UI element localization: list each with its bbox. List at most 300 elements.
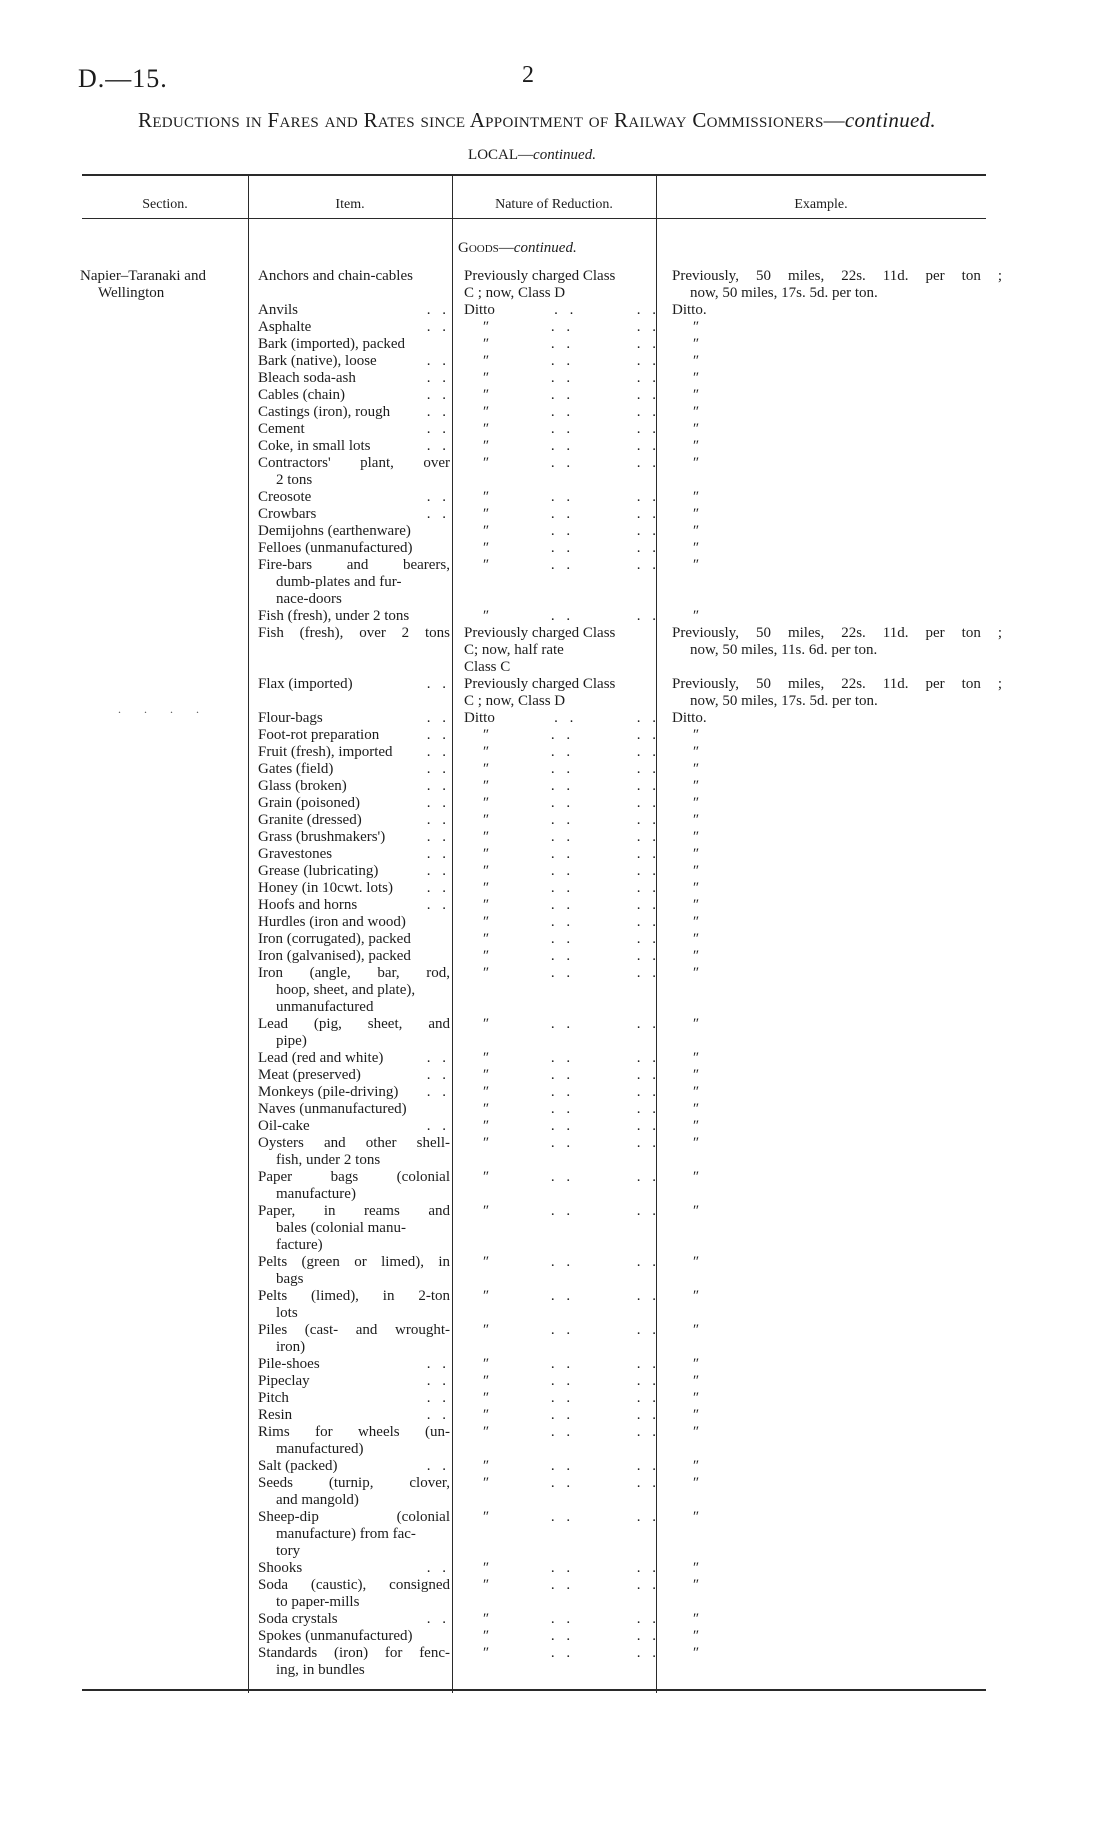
ditto-mark: ″ <box>692 1611 699 1627</box>
item-text: Crowbars <box>258 506 317 522</box>
item-cell <box>258 676 450 710</box>
item-text: Castings (iron), rough <box>258 404 391 420</box>
leader-dots: . . <box>550 489 575 505</box>
example-cell <box>672 387 1002 404</box>
ditto-mark: ″ <box>692 404 699 420</box>
nature-cell <box>464 812 660 829</box>
item-text: Coke, in small lots <box>258 438 371 454</box>
leader-dots: . . <box>636 1203 660 1219</box>
example-cell <box>672 1560 1002 1577</box>
item-cell <box>258 812 450 829</box>
example-cell <box>672 625 1002 676</box>
nature-line <box>464 455 660 472</box>
leader-dots: . . <box>550 761 575 777</box>
example-cell <box>672 523 1002 540</box>
item-text: Pile-shoes <box>258 1356 320 1372</box>
item-text: Flour-bags <box>258 710 323 726</box>
nature-cell <box>464 778 660 795</box>
nature-cell <box>464 1458 660 1475</box>
item-text-cont: 2 tons <box>276 472 313 488</box>
example-cell <box>672 1101 1002 1118</box>
ditto-mark: ″ <box>482 1356 489 1372</box>
item-cell <box>258 1135 450 1169</box>
item-line <box>258 506 450 523</box>
leader-dots: . . <box>636 778 660 794</box>
nature-text: Ditto <box>464 302 495 318</box>
nature-cell <box>464 404 660 421</box>
ditto-mark: ″ <box>482 1390 489 1406</box>
item-cell <box>258 523 450 540</box>
nature-cell <box>464 1169 660 1203</box>
example-cell <box>672 812 1002 829</box>
leader-dots: . . <box>550 948 575 964</box>
nature-cell <box>464 1611 660 1628</box>
nature-line <box>464 421 660 438</box>
leader-dots: . . <box>426 710 450 726</box>
example-cell <box>672 897 1002 914</box>
nature-line <box>464 880 660 897</box>
ditto-mark: ″ <box>692 370 699 386</box>
ditto-mark: ″ <box>482 846 489 862</box>
ditto-mark: ″ <box>692 319 699 335</box>
group-label-main: Goods— <box>458 240 514 256</box>
example-text: Ditto. <box>672 710 707 726</box>
leader-dots: . . <box>426 744 450 760</box>
nature-line <box>464 795 660 812</box>
nature-cell <box>464 914 660 931</box>
item-text: Monkeys (pile-driving) <box>258 1084 399 1100</box>
leader-dots: . . <box>550 387 575 403</box>
example-cell <box>672 829 1002 846</box>
leader-dots: . . <box>550 1390 575 1406</box>
item-text: Asphalte <box>258 319 312 335</box>
ditto-mark: ″ <box>482 829 489 845</box>
ditto-mark: ″ <box>482 1050 489 1066</box>
ditto-mark: ″ <box>482 931 489 947</box>
ditto-mark: ″ <box>482 880 489 896</box>
item-cell <box>258 557 450 608</box>
leader-dots: . . <box>426 676 450 692</box>
leader-dots: . . <box>636 1288 660 1304</box>
item-text: Seeds (turnip, clover, <box>258 1475 450 1491</box>
example-cell <box>672 1645 1002 1679</box>
item-text: Felloes (unmanufactured) <box>258 540 413 556</box>
leader-dots: . . <box>426 1611 450 1627</box>
example-cell <box>672 1118 1002 1135</box>
leader-dots: . . <box>636 761 660 777</box>
leader-dots: . . <box>550 506 575 522</box>
ditto-mark: ″ <box>692 1628 699 1644</box>
nature-line <box>464 727 660 744</box>
item-text: Grease (lubricating) <box>258 863 379 879</box>
item-cell <box>258 455 450 489</box>
nature-line <box>464 353 660 370</box>
item-text: Lead (red and white) <box>258 1050 384 1066</box>
page-identifier: D.—15. <box>78 64 168 93</box>
leader-dots: . . <box>550 608 575 624</box>
example-cell <box>672 1050 1002 1067</box>
nature-line <box>464 1390 660 1407</box>
item-line <box>258 1050 450 1067</box>
ditto-mark: ″ <box>692 1645 699 1661</box>
leader-dots: . . <box>550 370 575 386</box>
item-cell <box>258 625 450 676</box>
leader-dots: . . <box>636 1390 660 1406</box>
nature-line <box>464 1373 660 1390</box>
subtitle-tail: continued. <box>533 147 596 163</box>
item-line <box>258 710 450 727</box>
ditto-mark: ″ <box>482 965 489 981</box>
group-label <box>458 240 577 257</box>
item-text: Paper bags (colonial <box>258 1169 450 1185</box>
ditto-mark: ″ <box>692 1322 699 1338</box>
nature-cell <box>464 1475 660 1509</box>
nature-line <box>464 1356 660 1373</box>
item-text: Cables (chain) <box>258 387 346 403</box>
ditto-mark: ″ <box>692 795 699 811</box>
nature-cell <box>464 1135 660 1169</box>
ditto-mark: ″ <box>482 1458 489 1474</box>
ditto-mark: ″ <box>482 540 489 556</box>
nature-cell <box>464 1101 660 1118</box>
ditto-mark: ″ <box>692 353 699 369</box>
nature-line <box>464 608 660 625</box>
example-cell <box>672 1169 1002 1203</box>
item-cell <box>258 268 450 302</box>
ditto-mark: ″ <box>482 1169 489 1185</box>
item-cell <box>258 1390 450 1407</box>
item-text-cont: facture) <box>276 1237 323 1253</box>
leader-dots: . . <box>426 812 450 828</box>
ditto-mark: ″ <box>692 1203 699 1219</box>
leader-dots: . . <box>426 795 450 811</box>
stray-dots: . . . . <box>118 702 209 716</box>
leader-dots: . . <box>550 1322 575 1338</box>
nature-cell <box>464 676 660 710</box>
leader-dots: . . <box>636 336 660 352</box>
item-cell <box>258 897 450 914</box>
nature-cell <box>464 1067 660 1084</box>
leader-dots: . . <box>426 421 450 437</box>
leader-dots: . . <box>426 387 450 403</box>
example-cell <box>672 319 1002 336</box>
leader-dots: . . <box>636 523 660 539</box>
leader-dots: . . <box>550 795 575 811</box>
nature-line <box>464 1135 660 1152</box>
example-cell <box>672 931 1002 948</box>
nature-line <box>464 1084 660 1101</box>
ditto-mark: ″ <box>692 1475 699 1491</box>
nature-line <box>464 744 660 761</box>
ditto-mark: ″ <box>692 557 699 573</box>
leader-dots: . . <box>426 829 450 845</box>
leader-dots: . . <box>636 404 660 420</box>
leader-dots: . . <box>550 1084 575 1100</box>
leader-dots: . . <box>636 302 660 318</box>
nature-line <box>464 761 660 778</box>
ditto-mark: ″ <box>692 1101 699 1117</box>
nature-line <box>464 506 660 523</box>
ditto-mark: ″ <box>482 1135 489 1151</box>
leader-dots: . . <box>636 829 660 845</box>
example-cell <box>672 557 1002 608</box>
ditto-mark: ″ <box>482 1322 489 1338</box>
item-line <box>258 846 450 863</box>
example-cell <box>672 455 1002 489</box>
nature-text: C ; now, Class D <box>464 693 566 709</box>
item-cell <box>258 1084 450 1101</box>
nature-cell <box>464 387 660 404</box>
nature-text: C ; now, Class D <box>464 285 566 301</box>
page-title <box>0 108 1074 133</box>
ditto-mark: ″ <box>692 948 699 964</box>
nature-cell <box>464 353 660 370</box>
ditto-mark: ″ <box>692 1560 699 1576</box>
leader-dots: . . <box>636 1560 660 1576</box>
item-text: Piles (cast- and wrought- <box>258 1322 450 1338</box>
leader-dots: . . <box>550 1203 575 1219</box>
example-cell <box>672 676 1002 710</box>
item-line <box>258 761 450 778</box>
ditto-mark: ″ <box>482 948 489 964</box>
nature-line <box>464 931 660 948</box>
ditto-mark: ″ <box>692 438 699 454</box>
leader-dots: . . <box>426 1407 450 1423</box>
leader-dots: . . <box>550 1118 575 1134</box>
ditto-mark: ″ <box>482 489 489 505</box>
ditto-mark: ″ <box>482 812 489 828</box>
leader-dots: . . <box>636 1458 660 1474</box>
item-text: Resin <box>258 1407 293 1423</box>
ditto-mark: ″ <box>692 914 699 930</box>
leader-dots: . . <box>426 1050 450 1066</box>
item-cell <box>258 931 450 948</box>
example-cell <box>672 1611 1002 1628</box>
nature-cell <box>464 438 660 455</box>
example-cell <box>672 1424 1002 1458</box>
example-cell <box>672 863 1002 880</box>
leader-dots: . . <box>554 302 578 318</box>
leader-dots: . . <box>636 1577 660 1593</box>
ditto-mark: ″ <box>482 761 489 777</box>
ditto-mark: ″ <box>692 965 699 981</box>
ditto-mark: ″ <box>692 1118 699 1134</box>
leader-dots: . . <box>636 506 660 522</box>
nature-cell <box>464 897 660 914</box>
leader-dots: . . <box>426 370 450 386</box>
nature-cell <box>464 710 660 727</box>
leader-dots: . . <box>426 319 450 335</box>
item-text-cont: manufactured) <box>276 1441 364 1457</box>
item-text-cont: manufacture) from fac- <box>276 1526 416 1542</box>
leader-dots: . . <box>550 744 575 760</box>
ditto-mark: ″ <box>482 1016 489 1032</box>
nature-line <box>464 319 660 336</box>
item-text-cont: pipe) <box>276 1033 307 1049</box>
item-text: Oysters and other shell- <box>258 1135 450 1151</box>
ditto-mark: ″ <box>692 778 699 794</box>
item-line <box>258 489 450 506</box>
ditto-mark: ″ <box>692 540 699 556</box>
leader-dots: . . <box>426 1560 450 1576</box>
ditto-mark: ″ <box>482 744 489 760</box>
column-header-example: Example. <box>794 197 848 212</box>
ditto-mark: ″ <box>482 608 489 624</box>
item-line <box>258 404 450 421</box>
example-cell <box>672 727 1002 744</box>
example-cell <box>672 1390 1002 1407</box>
item-cell <box>258 744 450 761</box>
ditto-mark: ″ <box>482 1577 489 1593</box>
nature-cell <box>464 1016 660 1050</box>
leader-dots: . . <box>550 1101 575 1117</box>
item-text: Glass (broken) <box>258 778 347 794</box>
item-text: Sheep-dip (colonial <box>258 1509 450 1525</box>
example-cell <box>672 965 1002 1016</box>
leader-dots: . . <box>636 1118 660 1134</box>
item-cell <box>258 846 450 863</box>
nature-cell <box>464 795 660 812</box>
leader-dots: . . <box>636 353 660 369</box>
example-cell <box>672 608 1002 625</box>
example-cell <box>672 1356 1002 1373</box>
item-cell <box>258 404 450 421</box>
item-text-cont: iron) <box>276 1339 306 1355</box>
example-cell <box>672 1203 1002 1254</box>
example-cell <box>672 1288 1002 1322</box>
leader-dots: . . <box>550 1560 575 1576</box>
leader-dots: . . <box>636 1628 660 1644</box>
item-text: Pitch <box>258 1390 289 1406</box>
nature-cell <box>464 1509 660 1560</box>
item-line <box>258 438 450 455</box>
item-text: Soda crystals <box>258 1611 338 1627</box>
nature-cell <box>464 761 660 778</box>
leader-dots: . . <box>636 1050 660 1066</box>
item-line <box>258 1390 450 1407</box>
ditto-mark: ″ <box>692 336 699 352</box>
leader-dots: . . <box>636 1356 660 1372</box>
example-cell <box>672 1254 1002 1288</box>
item-cell <box>258 1322 450 1356</box>
leader-dots: . . <box>550 523 575 539</box>
nature-line <box>464 1645 660 1662</box>
leader-dots: . . <box>550 880 575 896</box>
ditto-mark: ″ <box>482 1084 489 1100</box>
example-cell <box>672 880 1002 897</box>
item-line <box>258 319 450 336</box>
example-cell <box>672 1509 1002 1560</box>
item-line <box>258 1084 450 1101</box>
ditto-mark: ″ <box>692 523 699 539</box>
nature-line <box>464 438 660 455</box>
nature-cell <box>464 625 660 676</box>
nature-line <box>464 540 660 557</box>
example-cell <box>672 1475 1002 1509</box>
ditto-mark: ″ <box>692 1254 699 1270</box>
item-text: Bark (imported), packed <box>258 336 406 352</box>
nature-line <box>464 778 660 795</box>
item-line <box>258 302 450 319</box>
example-cell <box>672 489 1002 506</box>
item-text: Naves (unmanufactured) <box>258 1101 407 1117</box>
nature-cell <box>464 506 660 523</box>
leader-dots: . . <box>550 914 575 930</box>
ditto-mark: ″ <box>482 506 489 522</box>
leader-dots: . . <box>426 1356 450 1372</box>
example-text: Ditto. <box>672 302 707 318</box>
leader-dots: . . <box>550 336 575 352</box>
item-cell <box>258 1458 450 1475</box>
item-cell <box>258 1356 450 1373</box>
leader-dots: . . <box>550 846 575 862</box>
leader-dots: . . <box>550 897 575 913</box>
leader-dots: . . <box>550 863 575 879</box>
item-text: Anvils <box>258 302 299 318</box>
nature-line <box>464 1016 660 1033</box>
item-cell <box>258 761 450 778</box>
item-cell <box>258 319 450 336</box>
example-cell <box>672 744 1002 761</box>
example-cell <box>672 1084 1002 1101</box>
ditto-mark: ″ <box>692 421 699 437</box>
nature-cell <box>464 1645 660 1679</box>
item-text: Lead (pig, sheet, and <box>258 1016 450 1032</box>
nature-line <box>464 370 660 387</box>
leader-dots: . . <box>550 1050 575 1066</box>
item-text: Grain (poisoned) <box>258 795 361 811</box>
ditto-mark: ″ <box>692 1373 699 1389</box>
item-text: Spokes (unmanufactured) <box>258 1628 413 1644</box>
leader-dots: . . <box>636 1475 660 1491</box>
item-text: Hurdles (iron and wood) <box>258 914 406 930</box>
item-cell <box>258 1203 450 1254</box>
example-cell <box>672 268 1002 302</box>
item-cell <box>258 965 450 1016</box>
ditto-mark: ″ <box>482 353 489 369</box>
item-text: Iron (corrugated), packed <box>258 931 411 947</box>
nature-text: Class C <box>464 659 511 675</box>
ditto-mark: ″ <box>482 1101 489 1117</box>
table-bottom-rule <box>82 1689 986 1691</box>
ditto-mark: ″ <box>692 880 699 896</box>
nature-line <box>464 812 660 829</box>
item-text: Fire-bars and bearers, <box>258 557 450 573</box>
item-cell <box>258 1288 450 1322</box>
item-cell <box>258 1101 450 1118</box>
ditto-mark: ″ <box>482 795 489 811</box>
nature-cell <box>464 829 660 846</box>
nature-cell <box>464 608 660 625</box>
nature-line <box>464 523 660 540</box>
ditto-mark: ″ <box>482 1067 489 1083</box>
nature-cell <box>464 863 660 880</box>
ditto-mark: ″ <box>692 812 699 828</box>
ditto-mark: ″ <box>692 727 699 743</box>
item-text-cont: and mangold) <box>276 1492 359 1508</box>
column-header-item: Item. <box>335 197 365 212</box>
leader-dots: . . <box>636 608 660 624</box>
item-text: Iron (galvanised), packed <box>258 948 411 964</box>
ditto-mark: ″ <box>482 370 489 386</box>
item-line <box>258 1067 450 1084</box>
nature-text: Previously charged Class <box>464 676 616 692</box>
leader-dots: . . <box>636 1254 660 1270</box>
item-text: Foot-rot preparation <box>258 727 380 743</box>
ditto-mark: ″ <box>692 1577 699 1593</box>
leader-dots: . . <box>426 353 450 369</box>
leader-dots: . . <box>550 1288 575 1304</box>
